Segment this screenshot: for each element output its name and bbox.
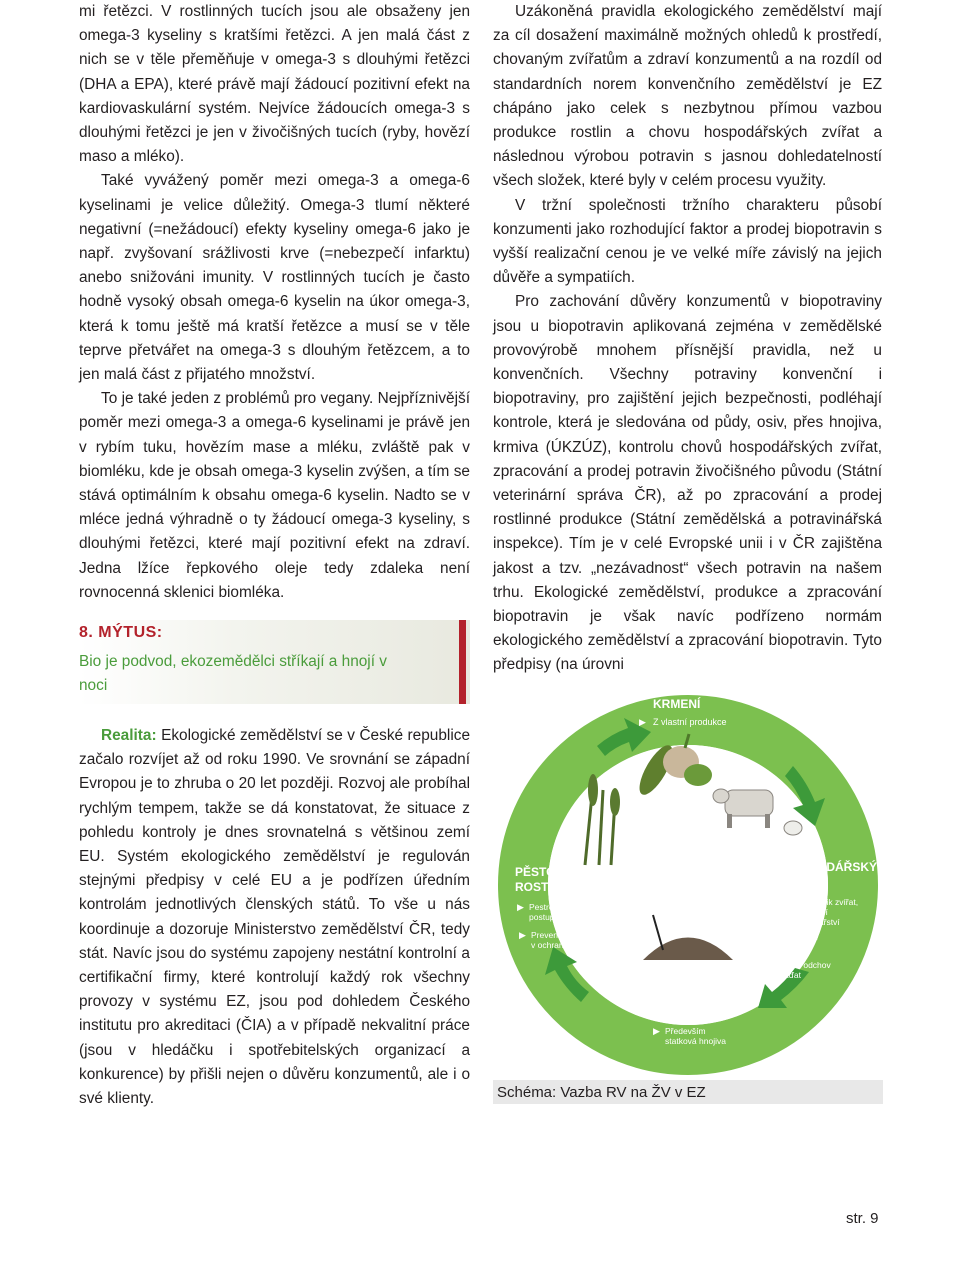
chov-item: Welfare: [789, 932, 819, 942]
myth-subtitle: Bio je podvod, ekozemědělci stříkají a hnojí v noci: [79, 653, 387, 694]
krmeni-title: KRMENÍ: [653, 697, 701, 711]
triangle-icon: ▶: [639, 717, 646, 727]
hnojeni-item: Především: [665, 1026, 706, 1036]
left-column-top: [79, 0, 470, 605]
triangle-icon: ▶: [653, 1026, 660, 1036]
chov-item: hospodářství: [791, 917, 840, 927]
hnojeni-item: zdrojů: [665, 1010, 689, 1020]
chov-title: HOSPODÁŘSKÝCH: [783, 860, 895, 874]
pestovani-item: Pestré osevní: [529, 902, 581, 912]
chov-item: Pouze tolik zvířat,: [791, 897, 859, 907]
hnojeni-item: Živiny z vlastních: [665, 1000, 730, 1010]
chov-item: kolik uživí: [791, 907, 828, 917]
diagram-caption: Schéma: Vazba RV na ŽV v EZ: [493, 1080, 883, 1104]
hnojeni-item: statková hnojiva: [665, 1036, 726, 1046]
hnojeni-title: HNOJENÍ: [663, 981, 717, 995]
pestovani-item: postupy: [529, 912, 559, 922]
paragraph: Pro zachování důvěry konzumentů v biopotraviny jsou u biopotravin aplikovaná zejména v zemědělské provovýrobě mnohem přísnější pravidla, než u konvenčních. Všechny potraviny konvenční i biopotraviny, pro zajištění jejich bezpečnosti, podléhají kontrole, která je sledována od půdy, osiv, přes hnojiva, krmiva (ÚKZÚZ), kontrolu chovů hospodářských zvířat, zpracování a prodej potravin živočišného původu (Státní veterinární správa ČR), až po zpracování a prodej rostlinné produkce (Státní zemědělská a potravinářská inspekce). Tím je v celé Evropské unii i v ČR zajištěna jakost a tzv. „nezávadnost“ všech potravin na našem trhu. Ekologické zemědělství, produkce a zpracování biopotravin je však navíc podřízeno normám ekologického zemědělství a zpracování biopotravin. Tyto předpisy (na úrovni: [493, 293, 882, 674]
pestovani-title: PĚSTOVÁNÍ: [515, 865, 585, 879]
cycle-diagram: [493, 690, 895, 1080]
realita-text: Ekologické zemědělství se v České republice začalo rozvíjet až od roku 1990. Ve srovnání se západní Evropou je to zhruba o 20 let později. Rozvoj ale probíhal rychlým tempem, takže se dá konstatovat, že situace z pohledu kontroly je dnes srovnatelná s většinou zemí EU. Systém ekologického zemědělství je regulován stejnými předpisy v celé EU a je podřízen úředním kontrolám jednotlivých členských států. To vše u nás koordinuje a dozoruje Ministerstvo zemědělství ČR, tedy stát. Navíc jsou do systému zapojeny nestátní kontrolní a certifikační firmy, které kontrolují každý rok všechny provozy v systému EZ, jsou pod dohledem Českého institutu pro akreditaci (ČIA) a v případě nekvalitní práce (jsou v hledáčku i spotřebitelských organizací a konkurence) by přišli nejen o důvěru konzumentů, ale i o své klienty.: [79, 727, 470, 1108]
chov-title: ZVÍŘAT: [783, 875, 826, 889]
accent-bar: [459, 620, 466, 704]
chov-item: mláďat: [775, 970, 802, 980]
myth-title: 8. MÝTUS:: [79, 624, 163, 641]
realita-label: Realita:: [101, 727, 157, 744]
chov-title: CHOV: [783, 845, 818, 859]
krmeni-item: Z vlastní produkce: [653, 717, 727, 727]
paragraph: Uzákoněná pravidla ekologického zemědělství mají za cíl dosažení maximálně možných ohledů k prostředí, chovaným zvířatům a zdraví konzumentů a na rozdíl od standardních norem konvenčního zemědělství je EZ chápáno jako celek s nezbytnou přímou vazbou produkce rostlin a chovu hospodářských zvířat a následnou výrobou potravin s jasnou dohledatelností všech složek, které byly v celém procesu využity.: [493, 3, 882, 190]
paragraph: mi řetězci. V rostlinných tucích jsou ale obsaženy jen omega-3 kyseliny s kratšími řetězci. A jen malá část z nich se v těle přeměňuje v omega-3 s dlouhými řetězci (DHA a EPA), které právě mají žádoucí pozitivní efekt na kardiovaskulární systém. Nejvíce žádoucích omega-3 s dlouhými řetězci je jen v živočišných tucích (ryby, hovězí maso a mléko).: [79, 3, 470, 166]
triangle-icon: ▶: [519, 930, 526, 940]
paragraph: To je také jeden z problémů pro vegany. Nejpříznivější poměr mezi omega-3 a omega-6 kyselinami je právě jen v rybím tuku, hovězím mase a mléku, zvláště pak v biomléku, kde je obsah omega-3 kyselin zvýšen, a tím se stává optimálním k obsahu omega-6 kyselin. Nadto se v mléce jedná výhradně o ty žádoucí omega-3 kyseliny, s dlouhými řetězci, které mají pozitivní efekt na zdraví. Jedna lžíce řepkového oleje tedy zdaleka není rovnocenná sklenici biomléka.: [79, 390, 470, 601]
triangle-icon: ▶: [773, 950, 780, 960]
cycle-diagram-svg: [493, 690, 895, 1080]
right-column-top: [493, 0, 882, 678]
myth-heading-box: [79, 620, 470, 704]
page-number: str. 9: [846, 1210, 879, 1227]
chov-item: Vlastní odchov: [775, 960, 831, 970]
paragraph-realita: [79, 724, 470, 1111]
pestovani-item: v ochraně rostlin: [531, 940, 594, 950]
paragraph: V tržní společnosti tržního charakteru působí konzumenti jako rozhodující faktor a prodej biopotravin s vyšší realizační cenou je ve velké míře závislý na jejich důvěře a sympatiích.: [493, 196, 882, 287]
pestovani-item: Prevence: [531, 930, 567, 940]
triangle-icon: ▶: [517, 902, 524, 912]
triangle-icon: ▶: [653, 1000, 660, 1010]
paragraph: Také vyvážený poměr mezi omega-3 a omega-6 kyselinami je velice důležitý. Omega-3 tlumí některé negativní (=nežádoucí) efekty kyseliny omega-6 jako je např. zvyšovaní srážlivosti krve (=nebezpečí infarktu) anebo snižováni imunity. V rostlinných tucích je často hodně vysoký obsah omega-6 kyselin na úkor omega-3, která k tomu ještě má kratší řetězce a musí se v těle teprve přetvářet na omega-3 s dlouhým řetězcem, a to jen malá část z přijatého množství.: [79, 172, 470, 384]
pestovani-title: ROSTLIN: [515, 880, 568, 894]
left-column-bottom: [79, 724, 470, 1111]
triangle-icon: ▶: [779, 897, 786, 907]
triangle-icon: ▶: [777, 932, 784, 942]
